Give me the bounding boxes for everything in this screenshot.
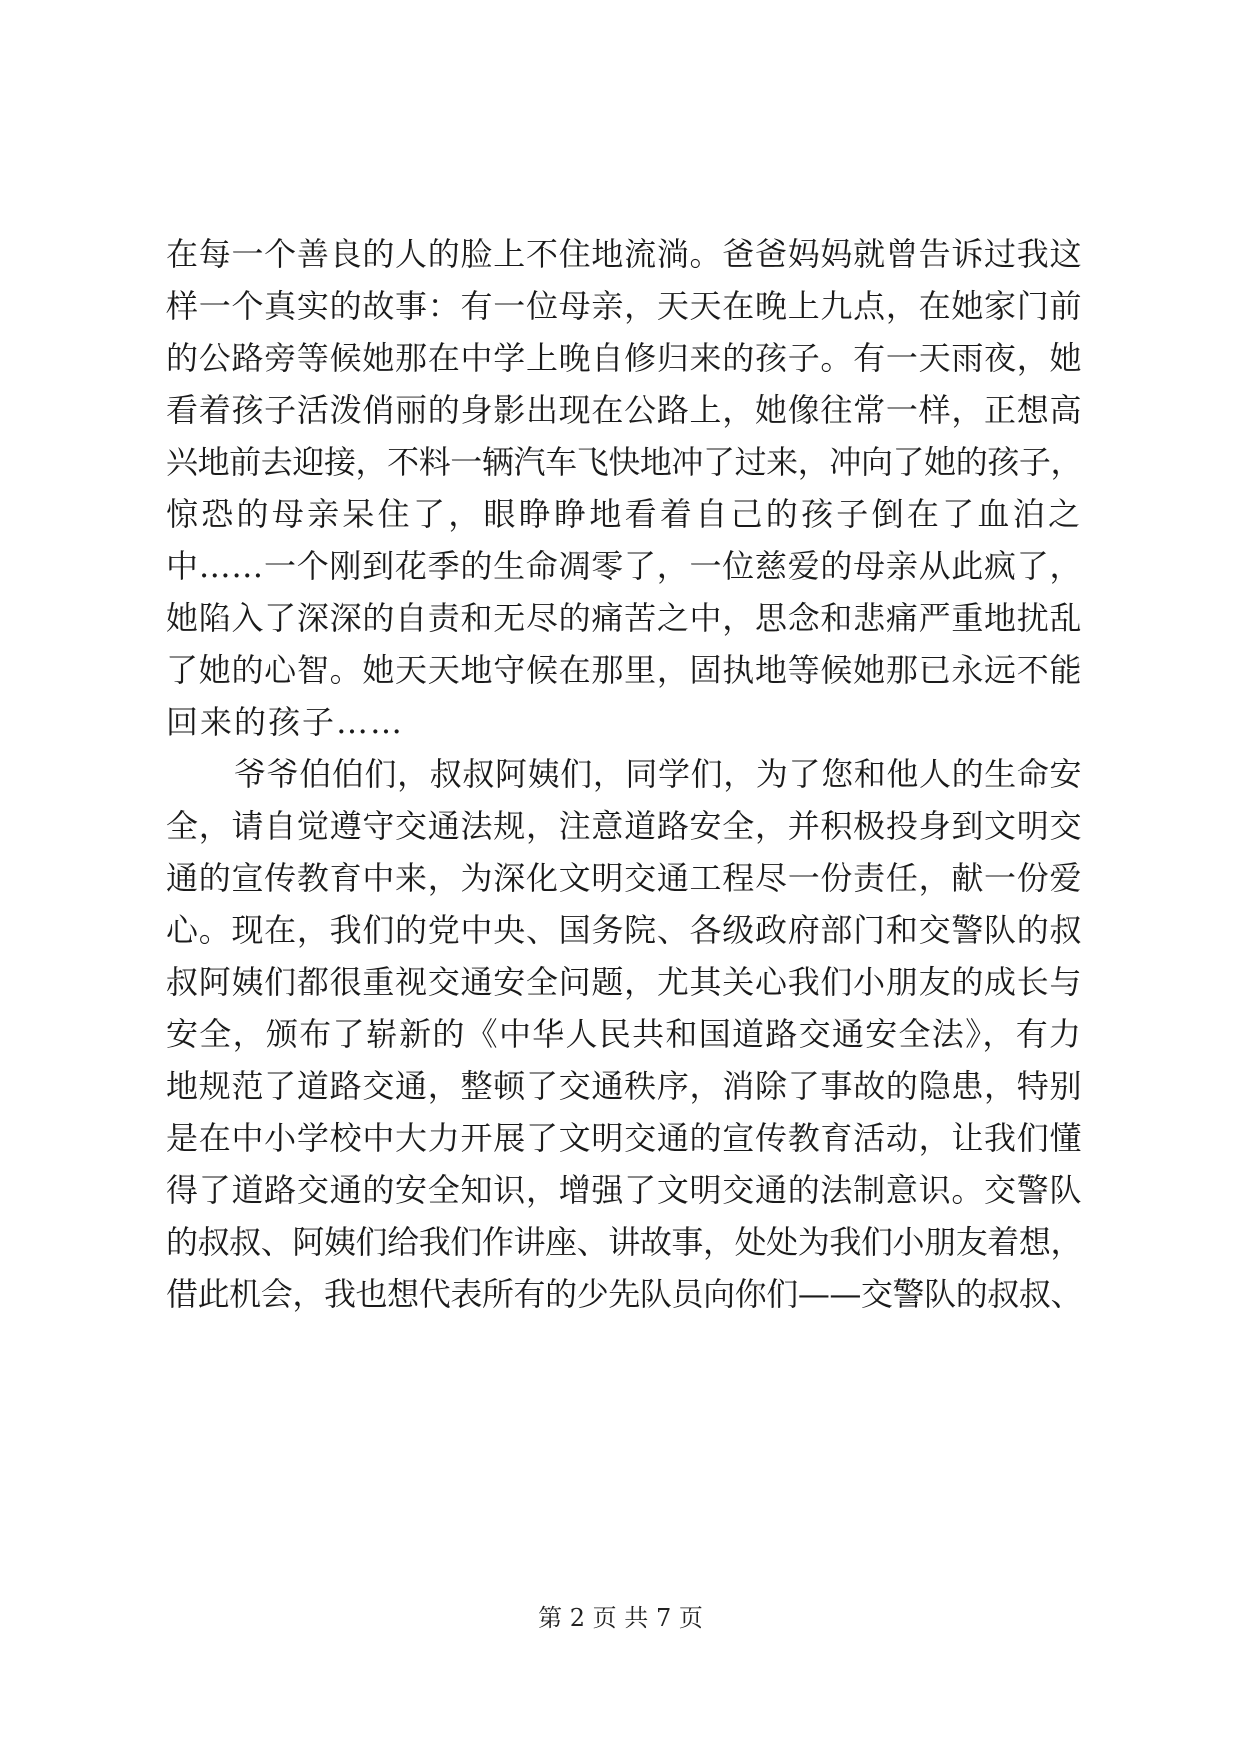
text-line: 借此机会，我也想代表所有的少先队员向你们——交警队的叔叔、 bbox=[166, 1275, 1082, 1313]
text-line: 惊恐的母亲呆住了，眼睁睁地看着自己的孩子倒在了血泊之 bbox=[166, 495, 1082, 533]
text-line: 中……一个刚到花季的生命凋零了，一位慈爱的母亲从此疯了， bbox=[166, 547, 1082, 585]
text-line: 地规范了道路交通，整顿了交通秩序，消除了事故的隐患，特别 bbox=[166, 1067, 1082, 1105]
text-line: 回来的孩子…… bbox=[166, 703, 405, 741]
text-line: 得了道路交通的安全知识，增强了文明交通的法制意识。交警队 bbox=[166, 1171, 1082, 1209]
page-number-footer: 第 2 页 共 7 页 bbox=[538, 1604, 703, 1632]
text-line: 的公路旁等候她那在中学上晚自修归来的孩子。有一天雨夜，她 bbox=[166, 339, 1082, 377]
text-line: 通的宣传教育中来，为深化文明交通工程尽一份责任，献一份爱 bbox=[166, 859, 1082, 897]
text-line: 全，请自觉遵守交通法规，注意道路安全，并积极投身到文明交 bbox=[166, 807, 1082, 845]
text-line: 兴地前去迎接，不料一辆汽车飞快地冲了过来，冲向了她的孩子， bbox=[166, 443, 1082, 481]
text-line: 了她的心智。她天天地守候在那里，固执地等候她那已永远不能 bbox=[166, 651, 1082, 689]
text-line: 安全，颁布了崭新的《中华人民共和国道路交通安全法》，有力 bbox=[166, 1015, 1082, 1053]
text-line: 的叔叔、阿姨们给我们作讲座、讲故事，处处为我们小朋友着想， bbox=[166, 1223, 1082, 1261]
text-line: 看着孩子活泼俏丽的身影出现在公路上，她像往常一样，正想高 bbox=[166, 391, 1082, 429]
text-line: 她陷入了深深的自责和无尽的痛苦之中，思念和悲痛严重地扰乱 bbox=[166, 599, 1082, 637]
text-line: 样一个真实的故事：有一位母亲，天天在晚上九点，在她家门前 bbox=[166, 287, 1082, 325]
text-line: 心。现在，我们的党中央、国务院、各级政府部门和交警队的叔 bbox=[166, 911, 1082, 949]
text-line: 在每一个善良的人的脸上不住地流淌。爸爸妈妈就曾告诉过我这 bbox=[166, 235, 1082, 273]
text-line: 叔阿姨们都很重视交通安全问题，尤其关心我们小朋友的成长与 bbox=[166, 963, 1082, 1001]
text-line: 是在中小学校中大力开展了文明交通的宣传教育活动，让我们懂 bbox=[166, 1119, 1082, 1157]
body-text bbox=[166, 228, 1082, 1320]
text-line: 爷爷伯伯们，叔叔阿姨们，同学们，为了您和他人的生命安 bbox=[234, 755, 1082, 793]
